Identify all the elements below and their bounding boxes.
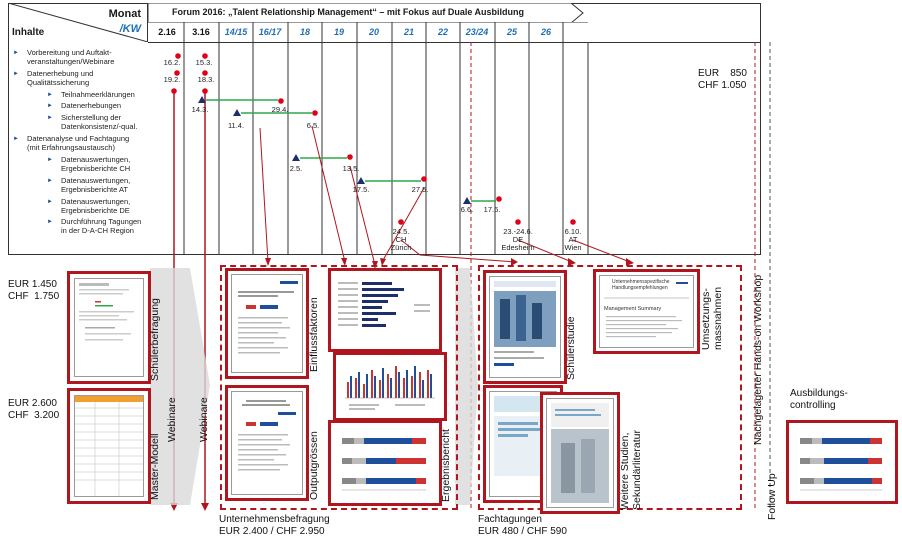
date-label: 2.5. — [289, 164, 303, 173]
report-thumbnail — [74, 278, 144, 377]
price-master-modell: EUR 2.600 CHF 3.200 — [8, 398, 60, 421]
doc-subtitle: Management Summary — [604, 306, 662, 312]
week-cell: 14/15 — [224, 27, 248, 37]
master-modell-box[interactable] — [67, 388, 151, 504]
week-cell: 21 — [403, 27, 414, 37]
brochure-cover-icon — [547, 399, 613, 507]
price-schuelerbefragung: EUR 1.450 CHF 1.750 — [8, 279, 60, 302]
start-triangle — [233, 109, 241, 116]
tagung-label: 6.10. AT Wien — [564, 227, 582, 252]
grey-arrow — [455, 268, 478, 505]
week-cell: 26 — [540, 27, 551, 37]
bullet-icon: ► — [13, 136, 19, 142]
milestone-dot — [515, 219, 521, 225]
inhalte-label: Inhalte — [12, 27, 45, 38]
task-row: Datenauswertungen, Ergebnisberichte AT — [61, 176, 131, 194]
webinare-label: Webinare — [166, 397, 178, 442]
report-thumbnail — [231, 391, 303, 495]
task-row: Sicherstellung der Datenkonsistenz/-qual. — [61, 113, 138, 131]
document-icon — [75, 279, 143, 376]
milestone-dot — [398, 219, 404, 225]
stacked-bar-thumbnail — [792, 426, 892, 498]
schuelerstudie-label: Schülerstudie — [565, 316, 577, 380]
schuelerstudie-box[interactable] — [483, 270, 567, 384]
document-icon — [232, 275, 302, 372]
milestone-dot — [421, 176, 427, 182]
ausbildungscontrolling-label: Ausbildungs- controlling — [790, 388, 848, 411]
brochure-thumbnail — [546, 398, 614, 508]
month-cell: 3.16 — [192, 27, 210, 37]
task-row: Datenauswertungen, Ergebnisberichte DE — [61, 197, 131, 215]
outputgroessen-report-box[interactable] — [225, 385, 309, 501]
milestone-dot — [202, 88, 208, 94]
week-cell: 16/17 — [258, 27, 282, 37]
date-label: 19.2. — [163, 75, 181, 84]
task-row: Datenerhebung und Qualitätssicherung — [27, 69, 94, 87]
column-chart-thumbnail — [339, 358, 441, 415]
milestone-dot — [278, 98, 284, 104]
milestone-dot — [171, 88, 177, 94]
schuelerbefragung-box[interactable] — [67, 271, 151, 384]
bullet-icon: ► — [47, 199, 53, 205]
task-row: Vorbereitung und Auftakt- veranstaltungen/Webinare — [27, 48, 115, 66]
monat-label: Monat — [108, 8, 141, 20]
weitere-studien-label: Weitere Studien, Sekundärliteratur — [619, 430, 643, 510]
doc-title: Unternehmensspezifische Handlungsempfehlungen — [612, 279, 670, 291]
report-thumbnail — [231, 274, 303, 373]
bullet-icon: ► — [47, 92, 53, 98]
hands-on-workshop-label: Nachgelagerter Hands-on Workshop — [752, 274, 764, 445]
date-label: 16.2. — [163, 58, 181, 67]
milestone-dot — [496, 196, 502, 202]
follow-up-label: Follow Up — [766, 473, 778, 520]
bullet-icon: ► — [47, 157, 53, 163]
milestone-dot — [312, 110, 318, 116]
start-triangle — [463, 197, 471, 204]
month-cell: 2.16 — [158, 27, 176, 37]
task-row: Teilnahmeerklärungen — [61, 90, 135, 99]
date-label: 6.5. — [306, 121, 320, 130]
date-label: 11.4. — [227, 121, 245, 130]
week-cell: 22 — [437, 27, 448, 37]
umsetzungsmassnahmen-label: Umsetzungs- massnahmen — [700, 286, 724, 350]
date-label: 14.3. — [191, 105, 209, 114]
hbar-chart-thumbnail — [334, 274, 436, 346]
date-label: 27.5. — [411, 185, 429, 194]
week-cell: 19 — [333, 27, 344, 37]
date-label: 13.5. — [342, 164, 360, 173]
spreadsheet-icon — [75, 396, 143, 496]
start-triangle — [357, 177, 365, 184]
master-modell-label: Master-Modell — [149, 433, 161, 500]
outputgroessen-label: Outputgrössen — [308, 431, 320, 500]
week-cell: 18 — [299, 27, 310, 37]
bullet-icon: ► — [47, 103, 53, 109]
milestone-dot — [347, 154, 353, 160]
kw-label: /KW — [119, 23, 141, 35]
bar-chart-box[interactable] — [328, 268, 442, 352]
column-chart-box[interactable] — [333, 352, 447, 421]
fachtagungen-price: EUR 480 / CHF 590 — [478, 526, 567, 537]
tagung-label: 23.-24.6. DE Edesheim — [501, 227, 535, 252]
date-label: 29.4. — [271, 105, 289, 114]
schuelerbefragung-label: Schülerbefragung — [149, 298, 161, 381]
einflussfaktoren-label: Einflussfaktoren — [308, 297, 320, 372]
milestone-dot — [570, 219, 576, 225]
price-top: EUR 850 CHF 1.050 — [698, 68, 747, 91]
date-label: 6.6. — [460, 205, 474, 214]
ergebnisbericht-label: Ergebnisbericht — [440, 429, 452, 502]
document-icon — [232, 392, 302, 494]
summary-document — [599, 275, 694, 348]
fachtagungen-caption: Fachtagungen — [478, 514, 542, 525]
table-thumbnail — [74, 395, 144, 497]
bullet-icon: ► — [13, 50, 19, 56]
brochure-thumbnail — [489, 276, 561, 378]
stacked-bar-box[interactable] — [328, 420, 442, 506]
date-label: 17.5. — [352, 185, 370, 194]
week-cell: 20 — [368, 27, 379, 37]
unternehmensbefragung-price: EUR 2.400 / CHF 2.950 — [219, 526, 325, 537]
tagung-label: 24.5. CH Zürich — [390, 227, 412, 252]
date-label: 17.6. — [483, 205, 501, 214]
bullet-icon: ► — [47, 219, 53, 225]
webinare-label: Webinare — [198, 397, 210, 442]
document-lines-icon — [600, 276, 693, 347]
weitere-studien-box-front[interactable] — [540, 392, 620, 514]
date-label: 18.3. — [197, 75, 215, 84]
task-row: Datenerhebungen — [61, 101, 122, 110]
ausbildungscontrolling-box[interactable] — [786, 420, 898, 504]
brochure-cover-icon — [490, 277, 560, 377]
bullet-icon: ► — [47, 178, 53, 184]
start-triangle — [292, 154, 300, 161]
unternehmensbefragung-caption: Unternehmensbefragung — [219, 514, 330, 525]
bullet-icon: ► — [47, 115, 53, 121]
einflussfaktoren-report-box[interactable] — [225, 268, 309, 379]
forum-title: Forum 2016: „Talent Relationship Management“ – mit Fokus auf Duale Ausbildung — [172, 7, 525, 17]
task-row: Durchführung Tagungen in der D-A-CH Region — [61, 217, 142, 235]
week-cell: 23/24 — [465, 27, 489, 37]
task-row: Datenauswertungen, Ergebnisberichte CH — [61, 155, 131, 173]
bullet-icon: ► — [13, 71, 19, 77]
task-row: Datenanalyse und Fachtagung (mit Erfahrungsaustausch) — [27, 134, 130, 152]
umsetzungsmassnahmen-box[interactable] — [593, 269, 700, 354]
stacked-bar-thumbnail — [334, 426, 436, 500]
date-label: 15.3. — [195, 58, 213, 67]
week-cell: 25 — [506, 27, 517, 37]
